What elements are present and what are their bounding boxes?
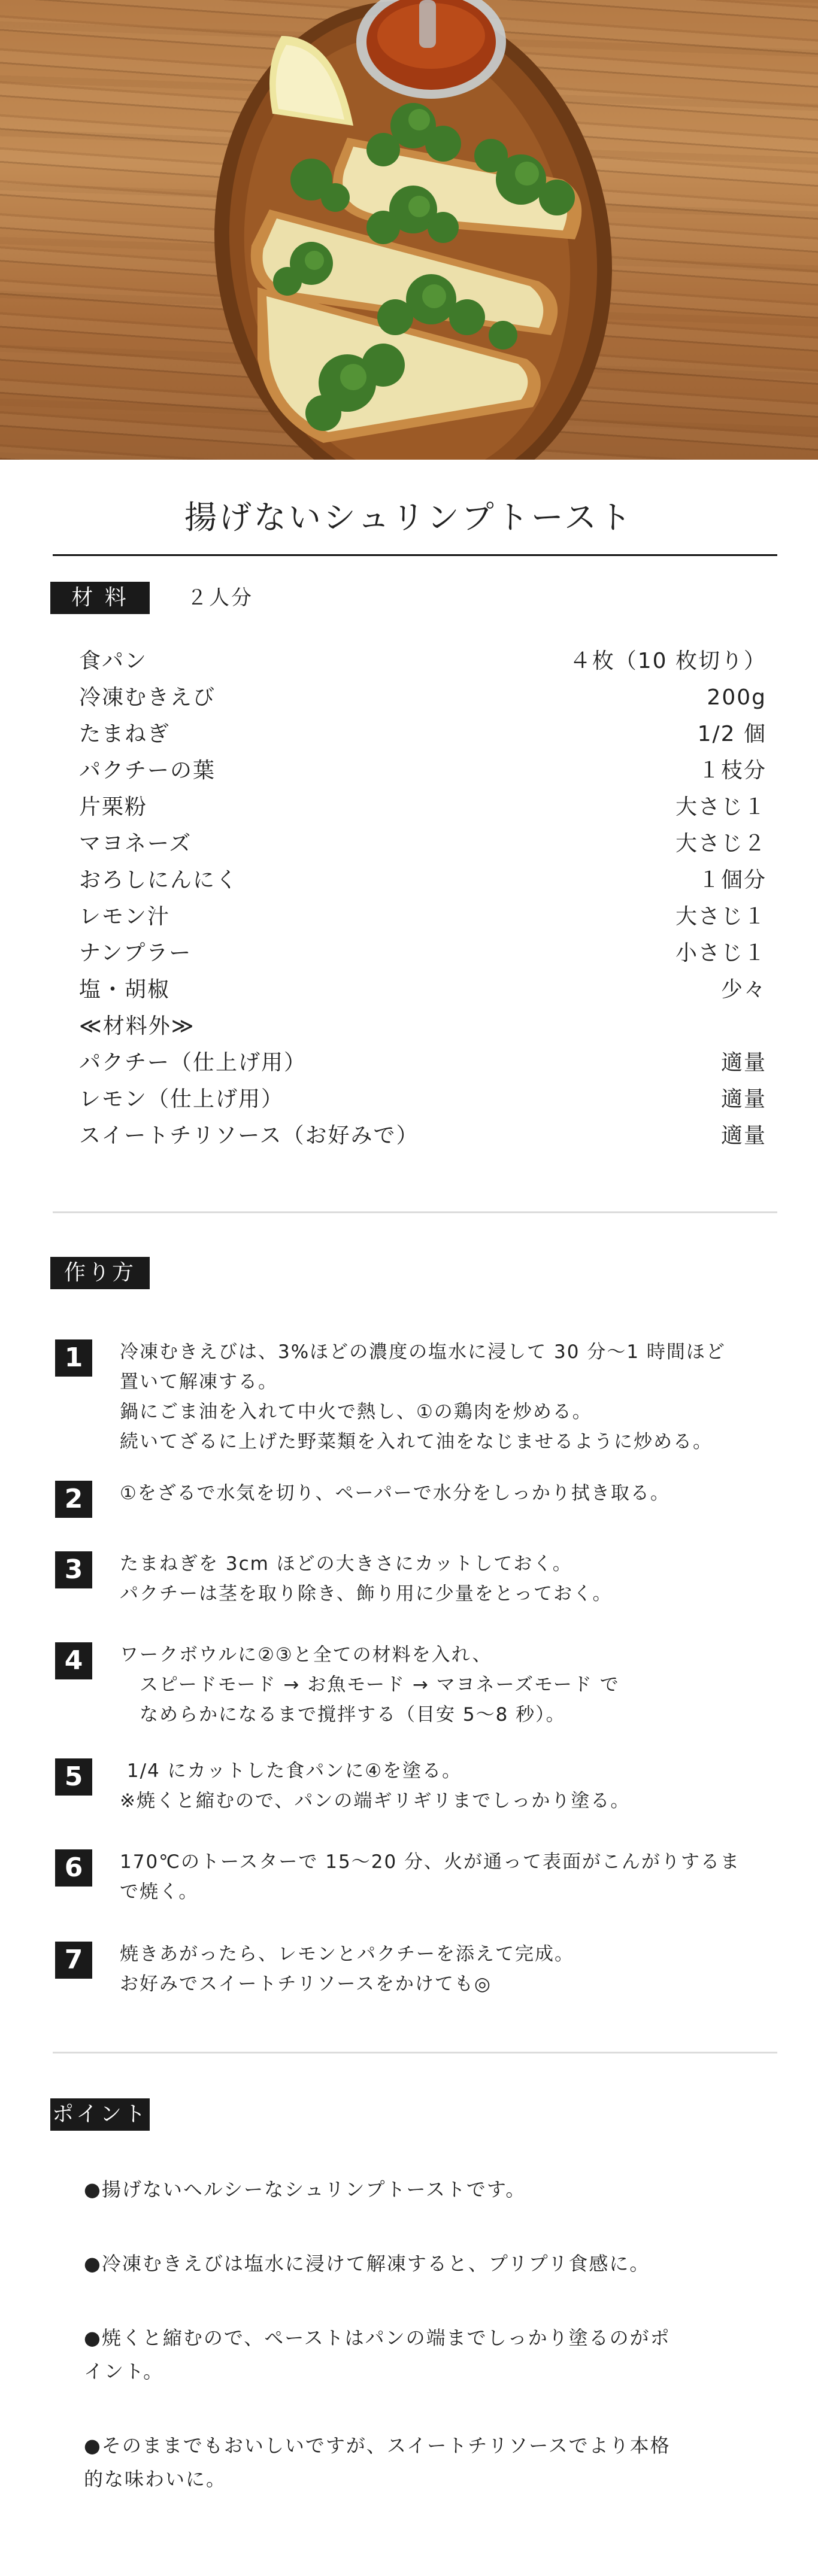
ingredient-row <box>79 679 767 716</box>
ingredient-amount: 大さじ２ <box>675 831 767 856</box>
ingredient-amount: 大さじ１ <box>675 795 767 819</box>
point-line: イント。 <box>84 2360 164 2383</box>
divider <box>53 1211 777 1213</box>
point-item <box>84 2429 772 2496</box>
step-line: 続いてざるに上げた野菜類を入れて油をなじませるように炒める。 <box>120 1431 713 1453</box>
ingredient-row <box>79 862 767 898</box>
ingredient-name: 塩・胡椒 <box>79 977 171 1002</box>
ingredient-name: 食パン <box>79 649 148 673</box>
step-number: 6 <box>55 1849 92 1887</box>
ingredient-row <box>79 971 767 1008</box>
ingredient-name: たまねぎ <box>79 722 171 746</box>
step-number: 5 <box>55 1758 92 1796</box>
ingredient-amount: 大さじ１ <box>675 904 767 929</box>
ingredient-name: ≪材料外≫ <box>79 1014 195 1038</box>
ingredient-list <box>79 643 767 1154</box>
ingredient-name: おろしにんにく <box>79 868 239 892</box>
divider <box>53 2052 777 2053</box>
step-line: ①をざるで水気を切り、ペーパーで水分をしっかり拭き取る。 <box>120 1483 670 1504</box>
ingredient-row <box>79 752 767 789</box>
ingredient-row <box>79 825 767 862</box>
step-text <box>120 1549 784 1609</box>
step-line: 置いて解凍する。 <box>120 1371 278 1393</box>
step-line: パクチーは茎を取り除き、飾り用に少量をとっておく。 <box>120 1583 613 1605</box>
ingredient-name: 片栗粉 <box>79 795 148 819</box>
step-line: なめらかになるまで撹拌する（目安 5〜8 秒）。 <box>120 1704 566 1726</box>
point-item <box>84 2247 772 2280</box>
step-text <box>120 1939 784 1999</box>
ingredient-amount: 小さじ１ <box>675 941 767 965</box>
ingredient-amount: １個分 <box>698 868 767 892</box>
ingredient-row <box>79 1117 767 1154</box>
shrimp-toast-illustration <box>0 0 818 460</box>
step-line: 焼きあがったら、レモンとパクチーを添えて完成。 <box>120 1943 574 1965</box>
step-line: ※焼くと縮むので、パンの端ギリギリまでしっかり塗る。 <box>120 1790 631 1812</box>
step-line: ワークボウルに②③と全ての材料を入れ、 <box>120 1644 492 1666</box>
step-line: で焼く。 <box>120 1881 199 1903</box>
ingredient-row <box>79 643 767 679</box>
ingredient-amount: １枝分 <box>698 758 767 783</box>
step-number: 4 <box>55 1642 92 1679</box>
step-text <box>120 1337 784 1457</box>
ingredient-row <box>79 935 767 971</box>
method-badge: 作り方 <box>50 1257 150 1289</box>
step-line: たまねぎを 3cm ほどの大きさにカットしておく。 <box>120 1553 572 1575</box>
step-text <box>120 1847 784 1907</box>
step-line: スピードモード → お魚モード → マヨネーズモード で <box>120 1674 620 1696</box>
ingredient-row <box>79 1008 767 1044</box>
ingredient-amount: 1/2 個 <box>697 722 767 746</box>
ingredient-name: 冷凍むきえび <box>79 685 216 710</box>
page-title: 揚げないシュリンプトースト <box>184 499 634 536</box>
point-item <box>84 2321 772 2388</box>
step-number: 1 <box>55 1339 92 1377</box>
point-line: ●揚げないヘルシーなシュリンプトーストです。 <box>84 2178 526 2201</box>
hero-photo <box>0 0 818 460</box>
step-line: 冷凍むきえびは、3%ほどの濃度の塩水に浸して 30 分〜1 時間ほど <box>120 1341 726 1363</box>
title-underline <box>53 554 777 556</box>
point-line: ●そのままでもおいしいですが、スイートチリソースでより本格 <box>84 2434 671 2457</box>
points-badge: ポイント <box>50 2098 150 2131</box>
ingredient-amount: 適量 <box>720 1087 767 1111</box>
ingredient-amount: ４枚（10 枚切り） <box>569 649 767 673</box>
ingredient-amount: 200g <box>707 685 767 710</box>
step-line: お好みでスイートチリソースをかけても◎ <box>120 1973 492 1995</box>
ingredient-row <box>79 716 767 752</box>
serving-size: ２人分 <box>187 586 253 610</box>
step-text <box>120 1640 784 1730</box>
step-number: 2 <box>55 1481 92 1518</box>
ingredient-row <box>79 789 767 825</box>
step-number: 7 <box>55 1942 92 1979</box>
point-line: 的な味わいに。 <box>84 2468 227 2490</box>
ingredient-row <box>79 898 767 935</box>
point-item <box>84 2173 772 2206</box>
ingredient-name: ナンプラー <box>79 941 192 965</box>
ingredient-name: マヨネーズ <box>79 831 192 856</box>
ingredient-amount: 適量 <box>720 1123 767 1148</box>
step-text <box>120 1478 784 1508</box>
step-number: 3 <box>55 1551 92 1588</box>
point-line: ●焼くと縮むので、ペーストはパンの端までしっかり塗るのがポ <box>84 2326 671 2349</box>
step-line: 鍋にごま油を入れて中火で熱し、①の鶏肉を炒める。 <box>120 1401 592 1423</box>
ingredient-row <box>79 1044 767 1081</box>
ingredient-name: パクチー（仕上げ用） <box>79 1050 307 1075</box>
step-line: 170℃のトースターで 15〜20 分、火が通って表面がこんがりするま <box>120 1851 741 1873</box>
ingredient-name: パクチーの葉 <box>79 758 216 783</box>
ingredient-amount: 適量 <box>720 1050 767 1075</box>
ingredients-badge: 材 料 <box>50 582 150 614</box>
ingredient-name: レモン汁 <box>79 904 171 929</box>
ingredient-name: レモン（仕上げ用） <box>79 1087 284 1111</box>
ingredient-row <box>79 1081 767 1117</box>
point-line: ●冷凍むきえびは塩水に浸けて解凍すると、プリプリ食感に。 <box>84 2252 650 2275</box>
step-line: 1/4 にカットした食パンに④を塗る。 <box>120 1760 462 1782</box>
ingredient-amount: 少々 <box>720 977 767 1002</box>
step-text <box>120 1756 784 1816</box>
ingredient-name: スイートチリソース（お好みで） <box>79 1123 419 1148</box>
